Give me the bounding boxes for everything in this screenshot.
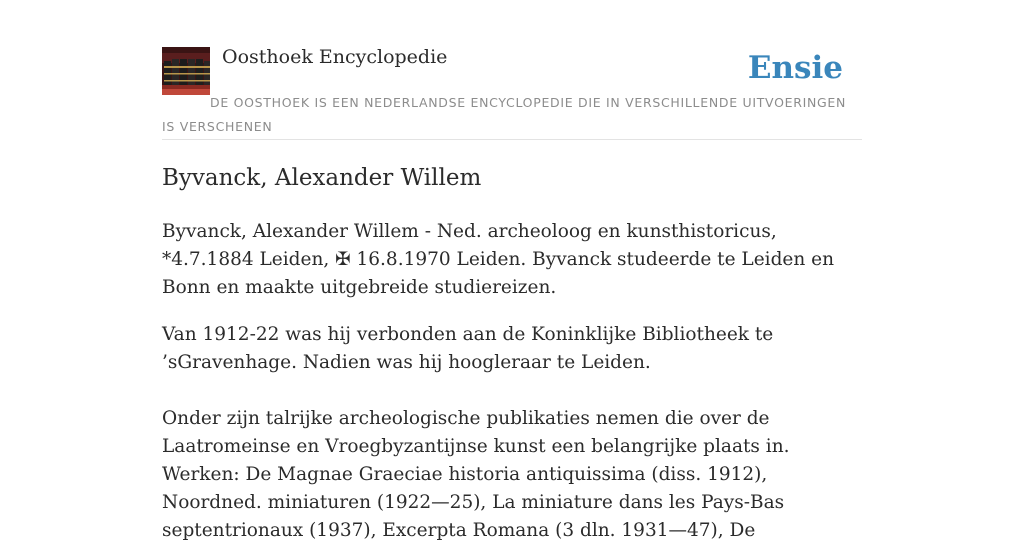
article-paragraph: Byvanck, Alexander Willem - Ned. archeoloog en kunsthistoricus, *4.7.1884 Leiden, ✠ 16.8.1970 Leiden. Byvanck studeerde te Leiden en Bonn en maakte uitgebreide studiereizen. — [162, 221, 835, 298]
book-spines-avatar-icon[interactable] — [162, 47, 210, 95]
site-header — [162, 46, 862, 140]
article-title: Byvanck, Alexander Willem — [162, 165, 482, 191]
site-tagline: DE OOSTHOEK IS EEN NEDERLANDSE ENCYCLOPEDIE DIE IN VERSCHILLENDE UITVOERINGEN IS VERSCHENEN — [162, 95, 847, 134]
article-paragraph: Van 1912-22 was hij verbonden aan de Koninklijke Bibliotheek te ’sGravenhage. Nadien was hij hoogleraar te Leiden. — [162, 324, 774, 373]
article-paragraph: Onder zijn talrijke archeologische publikaties nemen die over de Laatromeinse en Vroegbyzantijnse kunst een belangrijke plaats in. Werken: De Magnae Graeciae historia antiquissima (diss. 1912), Noordned. miniaturen (1922—25), La miniature dans les Pays-Bas septentrionaux (1937), Excerpta Romana (3 dln. 1931—47), De — [162, 408, 790, 541]
site-name[interactable]: Oosthoek Encyclopedie — [222, 46, 448, 68]
article — [162, 160, 862, 545]
brand-logo[interactable]: Ensie — [747, 50, 843, 86]
